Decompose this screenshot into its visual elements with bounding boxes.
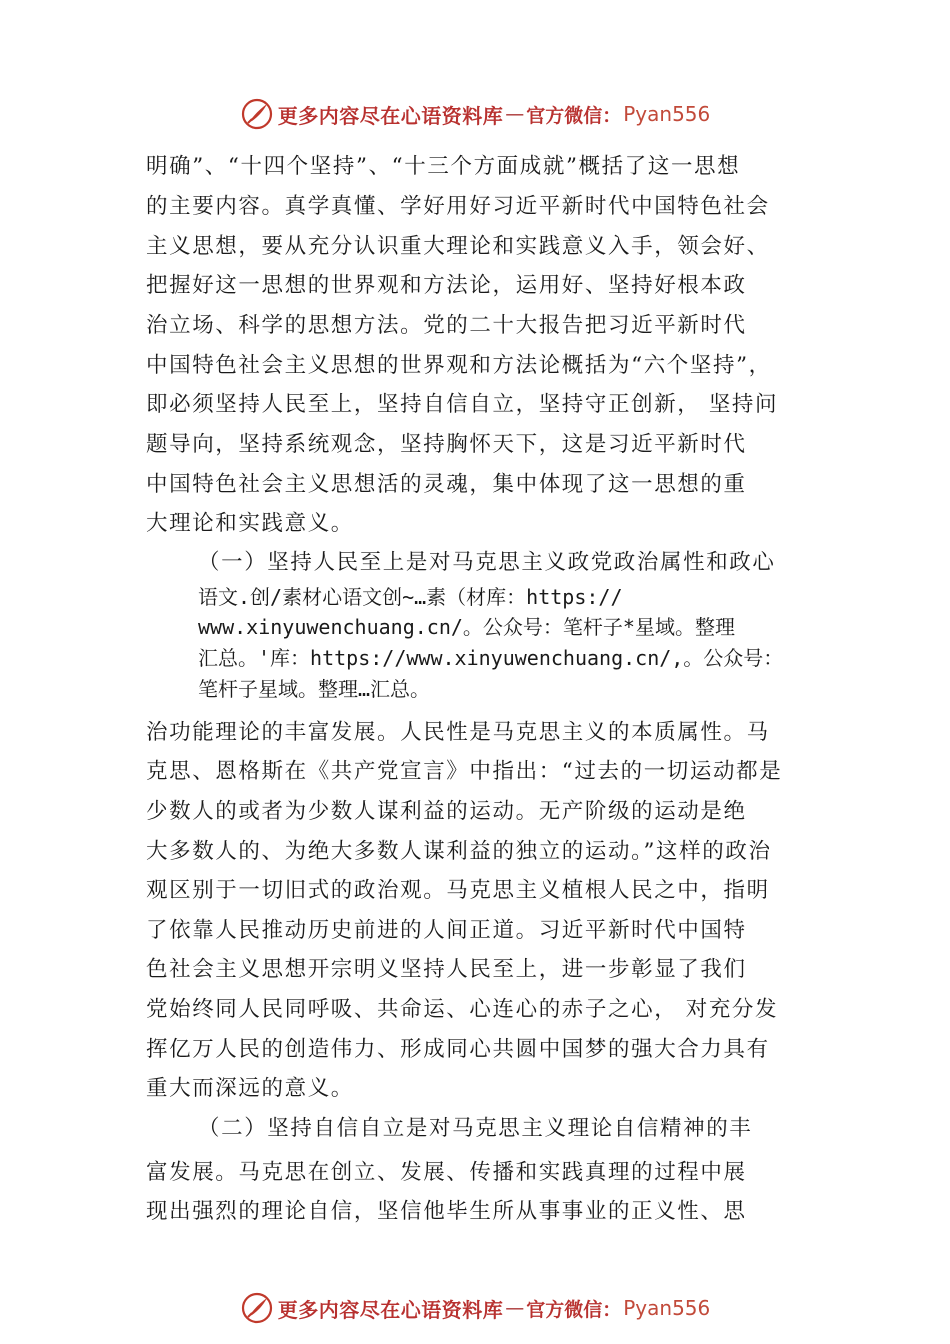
text-line: 少数人的或者为少数人谋利益的运动。无产阶级的运动是绝 (146, 799, 747, 824)
watermark-line: 语文.创/素材心语文创~…素（材库：https:// (198, 585, 623, 609)
text-line: 重大而深远的意义。 (146, 1076, 354, 1101)
text-line: 挥亿万人民的创造伟力、形成同心共圆中国梦的强大合力具有 (146, 1037, 770, 1062)
quill-logo-icon (240, 1291, 274, 1325)
watermark-line: 笔杆子星域。整理…汇总。 (198, 677, 431, 701)
text-line: 观区别于一切旧式的政治观。马克思主义植根人民之中，指明 (146, 878, 770, 903)
footer-banner (0, 1286, 950, 1330)
text-line: 富发展。马克思在创立、发展、传播和实践真理的过程中展 (146, 1160, 747, 1185)
text-line: 中国特色社会主义思想的世界观和方法论概括为“六个坚持”， (146, 353, 772, 378)
text-line: 党始终同人民同呼吸、共命运、心连心的赤子之心， 对充分发 (146, 997, 779, 1022)
banner-separator: — (505, 1297, 525, 1319)
text-line: 治功能理论的丰富发展。人民性是马克思主义的本质属性。马 (146, 720, 770, 745)
text-line: 的主要内容。真学真懂、学好用好习近平新时代中国特色社会 (146, 194, 770, 219)
banner-wechat-id: Pyan556 (623, 102, 711, 126)
text-line: 了依靠人民推动历史前进的人间正道。习近平新时代中国特 (146, 918, 747, 943)
text-line: 现出强烈的理论自信，坚信他毕生所从事事业的正义性、思 (146, 1199, 747, 1224)
banner-title: 更多内容尽在心语资料库 (277, 1297, 504, 1322)
header-banner (0, 92, 950, 136)
section-heading-1: （一）坚持人民至上是对马克思主义政党政治属性和政心 (198, 550, 776, 575)
quill-logo-icon (240, 97, 274, 131)
banner-separator: — (505, 103, 525, 125)
text-line: 主义思想，要从充分认识重大理论和实践意义入手，领会好、 (146, 234, 770, 259)
text-line: 治立场、科学的思想方法。党的二十大报告把习近平新时代 (146, 313, 747, 338)
text-line: 克思、恩格斯在《共产党宣言》中指出：“过去的一切运动都是 (146, 759, 783, 784)
banner-wechat-label: 官方微信： (526, 1298, 622, 1321)
text-line: 大理论和实践意义。 (146, 511, 354, 536)
banner-title: 更多内容尽在心语资料库 (277, 103, 504, 128)
text-line: 色社会主义思想开宗明义坚持人民至上，进一步彰显了我们 (146, 957, 747, 982)
text-line: 即必须坚持人民至上，坚持自信自立，坚持守正创新， 坚持问 (146, 392, 779, 417)
text-line: 中国特色社会主义思想活的灵魂，集中体现了这一思想的重 (146, 472, 747, 497)
text-line: 题导向，坚持系统观念，坚持胸怀天下，这是习近平新时代 (146, 432, 747, 457)
text-line: 把握好这一思想的世界观和方法论，运用好、坚持好根本政 (146, 273, 747, 298)
banner-wechat-label: 官方微信： (526, 104, 622, 127)
text-line: 明确”、“十四个坚持”、“十三个方面成就”概括了这一思想 (146, 154, 741, 179)
banner-wechat-id: Pyan556 (623, 1296, 711, 1320)
text-line: 大多数人的、为绝大多数人谋利益的独立的运动。”这样的政治 (146, 839, 772, 864)
watermark-line: www.xinyuwenchuang.cn/。公众号：笔杆子*星域。整理 (198, 615, 735, 639)
watermark-line: 汇总。'库：https://www.xinyuwenchuang.cn/,。公众号： (198, 646, 784, 670)
section-heading-2: （二）坚持自信自立是对马克思主义理论自信精神的丰 (198, 1116, 753, 1141)
